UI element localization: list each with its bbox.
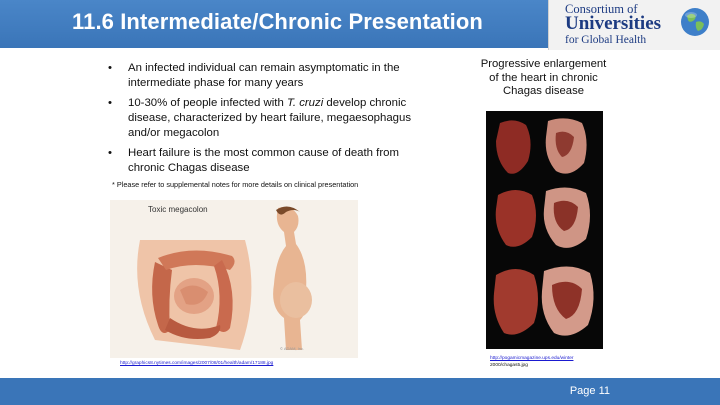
bullet-item [108, 61, 438, 91]
logo-line-3: for Global Health [565, 34, 647, 46]
heart-source-link-line1[interactable]: http://pogamicmagazine.ups.edu/winter [490, 356, 574, 361]
megacolon-source-link[interactable]: http://graphics8.nytimes.com/images/2007/08/01/health/adam/17188.jpg [120, 361, 274, 366]
figure-label: Toxic megacolon [148, 205, 208, 214]
heart-specimens [486, 111, 603, 349]
bullet-item [108, 96, 438, 141]
bullet-text-end: develop chronic disease, characterized by heart failure, megaesophagus and/or megacolon [128, 97, 412, 139]
bullet-item [108, 146, 438, 176]
bullet-dot: • [108, 147, 112, 159]
heart-figure-caption: Progressive enlargement of the heart in chronic Chagas disease [480, 58, 607, 97]
megacolon-drawing [110, 200, 358, 358]
species-name: T. cruzi [286, 97, 324, 109]
bullet-text: An infected individual can remain asymptomatic in the intermediate phase for many years [128, 62, 400, 89]
figure-copyright: © ADAM, Inc. [280, 346, 305, 351]
bullet-text-start: 10-30% of people infected with [128, 97, 287, 109]
page-number: Page 11 [569, 385, 610, 397]
bullet-dot: • [108, 62, 112, 74]
megacolon-illustration [110, 200, 358, 358]
bullet-text: Heart failure is the most common cause of death from chronic Chagas disease [128, 147, 399, 174]
bullet-list [108, 61, 438, 181]
footer-bar [0, 378, 720, 405]
logo-line-1: Consortium of [565, 2, 638, 16]
logo-line-2: Universities [565, 13, 662, 34]
bullet-dot: • [108, 97, 112, 109]
chagas-heart-photo [486, 111, 603, 349]
slide-title: 11.6 Intermediate/Chronic Presentation [72, 9, 483, 34]
cugh-logo [548, 0, 720, 50]
heart-source-link-line2: 2000/chagas5.jpg [490, 362, 528, 368]
heart-source-link[interactable] [490, 356, 615, 369]
globe-icon [679, 6, 711, 38]
supplemental-note: * Please refer to supplemental notes for more details on clinical presentation [112, 180, 359, 189]
